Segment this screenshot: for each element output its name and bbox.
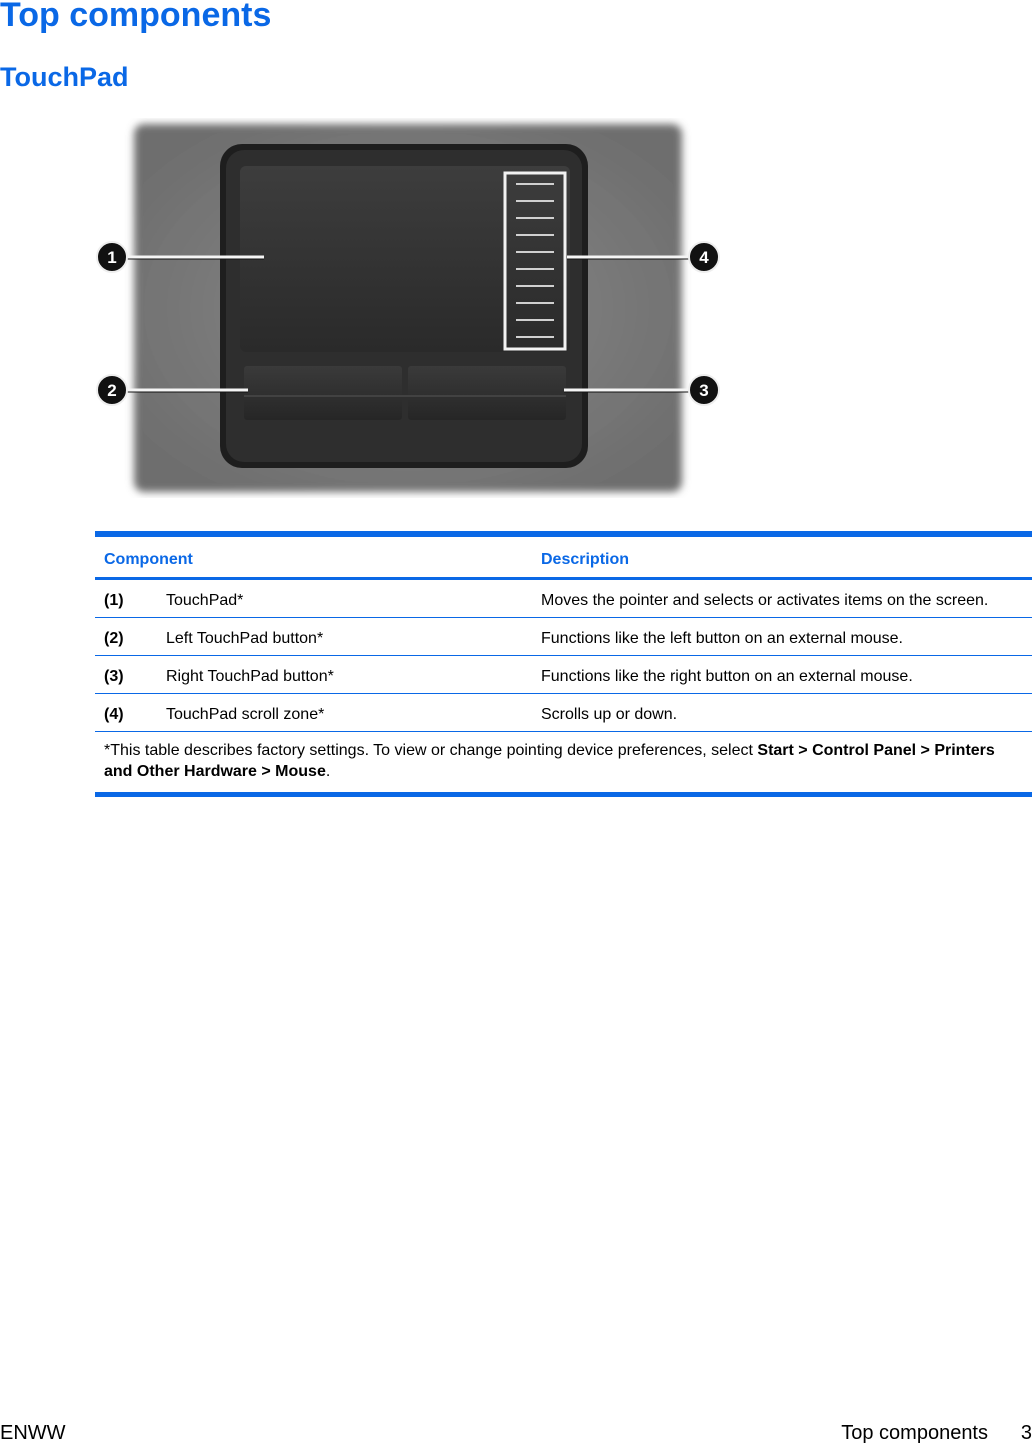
table-row [95,656,1032,694]
footnote-text: *This table describes factory settings. To view or change pointing device preferences, select [104,742,758,759]
callout-3 [689,375,719,405]
page-number: 3 [1020,1422,1032,1444]
row-number: (4) [104,706,124,723]
svg-text:4: 4 [699,248,709,267]
table-header [95,537,1032,580]
footnote-menu-path: Start > Control Panel > Printers and Other Hardware > Mouse [104,742,995,780]
row-component: TouchPad* [166,592,244,609]
svg-text:1: 1 [107,248,117,267]
table-footnote [95,732,1032,797]
table-row [95,694,1032,732]
footnote-end: . [325,763,331,780]
section-title: TouchPad [0,62,129,92]
svg-text:2: 2 [107,381,117,400]
table-row [95,618,1032,656]
row-component: Right TouchPad button* [166,668,334,685]
row-number: (3) [104,668,124,685]
header-component: Component [104,551,193,568]
callout-1 [97,242,127,272]
touchpad-surface [240,166,570,352]
row-description: Moves the pointer and selects or activates items on the screen. [541,592,989,609]
callout-2 [97,375,127,405]
row-number: (2) [104,630,124,647]
page-title: Top components [0,0,272,34]
left-touchpad-button [244,366,402,420]
header-description: Description [541,551,630,568]
touchpad-illustration [92,118,722,498]
svg-text:3: 3 [699,381,709,400]
footer-section: Top components [841,1422,988,1444]
row-component: Left TouchPad button* [166,630,324,647]
callout-4 [689,242,719,272]
components-table [95,531,1032,797]
table-row [95,580,1032,618]
row-number: (1) [104,592,124,609]
row-description: Scrolls up or down. [541,706,678,723]
row-description: Functions like the left button on an external mouse. [541,630,903,647]
footer-doc-code: ENWW [0,1422,66,1444]
row-component: TouchPad scroll zone* [166,706,325,723]
row-description: Functions like the right button on an external mouse. [541,668,913,685]
right-touchpad-button [408,366,566,420]
